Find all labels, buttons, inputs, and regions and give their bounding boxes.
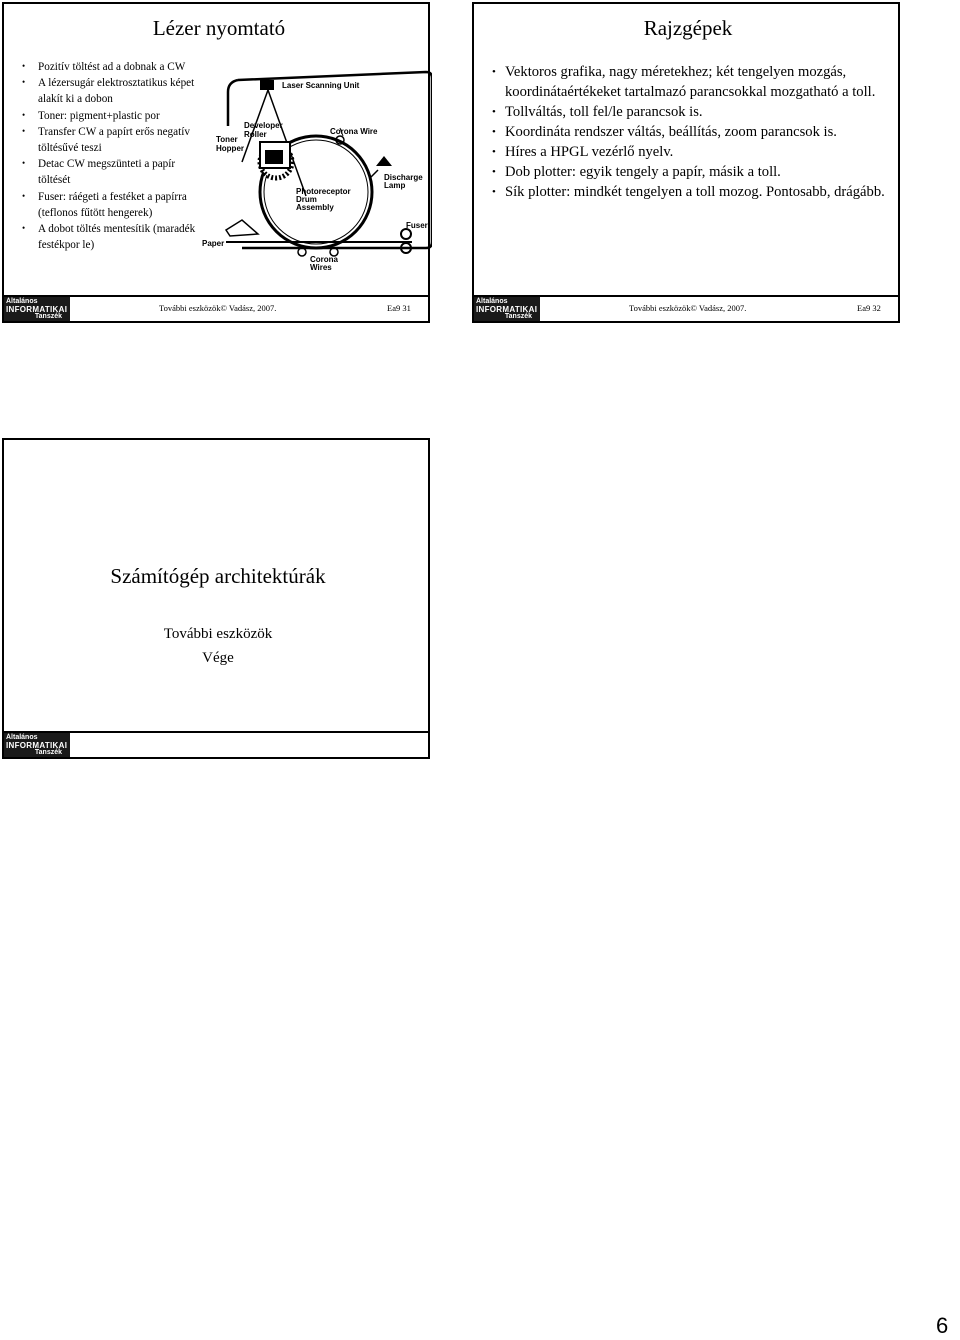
label-hopper: Hopper <box>216 144 244 153</box>
label-corona: Corona <box>310 255 338 264</box>
list-item: • Transfer CW a papírt erős negatív töltésűvé teszi <box>18 124 196 156</box>
slide-footer <box>4 731 428 757</box>
page-number: 6 <box>936 1313 949 1338</box>
slide-title: Számítógép architektúrák <box>110 564 326 588</box>
label-toner: Toner <box>216 135 238 144</box>
slide-title: Lézer nyomtató <box>152 16 286 40</box>
list-item: • Híres a HPGL vezérlő nyelv. <box>488 142 894 162</box>
slide-subtitle: További eszközök <box>163 626 273 642</box>
slide-plotters <box>472 2 900 323</box>
list-item: • Vektoros grafika, nagy méretekhez; két tengelyen mozgás, koordinátaértékeket tartalmazó parancsokkal mozgatható a toll. <box>488 62 894 102</box>
footer-text: További eszközök© Vadász, 2007. <box>159 303 277 313</box>
list-item: • Koordináta rendszer váltás, beállítás, zoom parancsok is. <box>488 122 894 142</box>
slide-footer <box>4 295 428 321</box>
list-item: • A lézersugár elektrosztatikus képet alakít ki a dobon <box>18 75 196 107</box>
list-item: • A dobot töltés mentesítik (maradék festékpor le) <box>18 221 196 253</box>
label-lamp: Lamp <box>384 181 406 190</box>
list-item: • Sík plotter: mindkét tengelyen a toll mozog. Pontosabb, drágább. <box>488 182 894 202</box>
list-item: • Detac CW megszünteti a papír töltését <box>18 156 196 188</box>
slide-closing <box>2 438 430 759</box>
list-item: • Tollváltás, toll fel/le parancsok is. <box>488 102 894 122</box>
label-drum: Drum <box>296 195 317 204</box>
list-item: • Pozitív töltést ad a dobnak a CW <box>18 59 196 75</box>
department-logo: Általános INFORMATIKAI Tanszék <box>474 297 540 321</box>
slide-laser-printer <box>2 2 430 323</box>
list-item: • Dob plotter: egyik tengely a papír, másik a toll. <box>488 162 894 182</box>
label-corona-wire: Corona Wire <box>330 127 378 136</box>
label-fuser: Fuser <box>406 221 428 230</box>
list-item: • Toner: pigment+plastic por <box>18 108 196 124</box>
label-laser-scanning-unit: Laser Scanning Unit <box>282 81 360 90</box>
footer-slide-number: Ea9 32 <box>857 303 881 313</box>
label-photoreceptor: Photoreceptor <box>296 187 351 196</box>
label-wires: Wires <box>310 263 332 272</box>
label-discharge: Discharge <box>384 173 423 182</box>
slide-title: Rajzgépek <box>643 16 733 40</box>
bullet-list <box>488 62 894 202</box>
label-roller: Roller <box>244 130 267 139</box>
department-logo: Általános INFORMATIKAI Tanszék <box>4 297 70 321</box>
list-item: • Fuser: ráégeti a festéket a papírra (teflonos fűtött hengerek) <box>18 189 196 221</box>
laser-printer-diagram <box>198 66 432 280</box>
footer-slide-number: Ea9 31 <box>387 303 411 313</box>
slide-footer <box>474 295 898 321</box>
label-paper: Paper <box>202 239 225 248</box>
footer-text: További eszközök© Vadász, 2007. <box>629 303 747 313</box>
label-assembly: Assembly <box>296 203 334 212</box>
slide-end-text: Vége <box>202 650 234 666</box>
bullet-list <box>18 59 196 253</box>
department-logo: Általános INFORMATIKAI Tanszék <box>4 733 70 757</box>
label-developer: Developer <box>244 121 283 130</box>
